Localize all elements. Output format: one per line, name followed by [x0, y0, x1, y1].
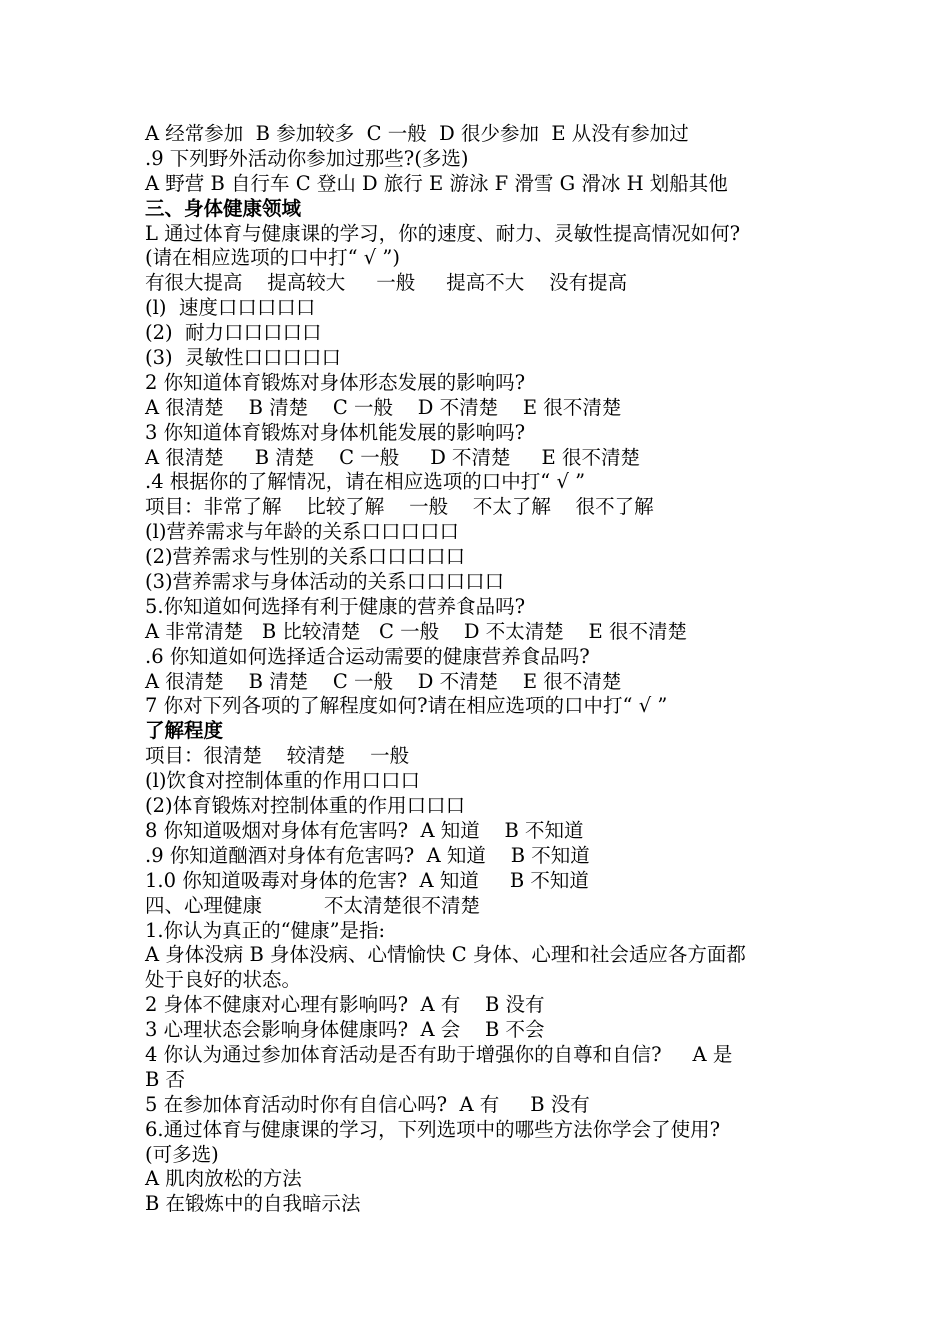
text-line: 7 你对下列各项的了解程度如何?请在相应选项的口中打“ √ ” — [145, 694, 668, 718]
text-line: (2)体育锻炼对控制体重的作用口口口 — [145, 794, 466, 818]
text-line: 处于良好的状态。 — [145, 968, 302, 992]
text-line: 3 你知道体育锻炼对身体机能发展的影响吗? — [145, 420, 526, 444]
text-line: A 很清楚 B 清楚 C 一般 D 不清楚 E 很不清楚 — [145, 395, 622, 419]
text-line: (2)营养需求与性别的关系口口口口口 — [145, 545, 466, 569]
text-line: 4 你认为通过参加体育活动是否有助于增强你的自尊和自信? A 是 — [145, 1042, 733, 1066]
text-line: A 经常参加 B 参加较多 C 一般 D 很少参加 E 从没有参加过 — [145, 122, 689, 145]
text-line: 3 心理状态会影响身体健康吗? A 会 B 不会 — [145, 1018, 545, 1042]
text-line: (3) 灵敏性口口口口口 — [145, 346, 342, 370]
text-line: 5 在参加体育活动时你有自信心吗? A 有 B 没有 — [145, 1092, 590, 1116]
text-line: A 野营 B 自行车 C 登山 D 旅行 E 游泳 F 滑雪 G 滑冰 H 划船其他 — [145, 171, 728, 195]
text-line: A 很清楚 B 清楚 C 一般 D 不清楚 E 很不清楚 — [145, 669, 622, 693]
text-line: 1.你认为真正的“健康”是指: — [145, 918, 386, 942]
section-heading: 了解程度 — [145, 719, 224, 743]
text-line: 有很大提高 提高较大 一般 提高不大 没有提高 — [145, 271, 628, 295]
text-line: 2 你知道体育锻炼对身体形态发展的影响吗? — [145, 370, 526, 394]
section-heading: 三、身体健康领域 — [145, 196, 302, 220]
text-line: 项目：非常了解 比较了解 一般 不太了解 很不了解 — [145, 495, 654, 519]
text-line: .9 下列野外活动你参加过那些?(多选) — [145, 146, 469, 170]
text-line: .9 你知道酗酒对身体有危害吗? A 知道 B 不知道 — [145, 843, 590, 867]
text-line: (可多选) — [145, 1142, 219, 1166]
text-line: A 非常清楚 B 比较清楚 C 一般 D 不太清楚 E 很不清楚 — [145, 619, 687, 643]
text-line: L 通过体育与健康课的学习，你的速度、耐力、灵敏性提高情况如何? — [145, 221, 741, 245]
text-line: (l)营养需求与年龄的关系口口口口口 — [145, 520, 459, 544]
text-line: 5.你知道如何选择有利于健康的营养食品吗? — [145, 594, 526, 618]
text-line: A 很清楚 B 清楚 C 一般 D 不清楚 E 很不清楚 — [145, 445, 640, 469]
text-line: .6 你知道如何选择适合运动需要的健康营养食品吗? — [145, 644, 590, 668]
text-line: .4 根据你的了解情况，请在相应选项的口中打“ √ ” — [145, 470, 586, 494]
document-page — [145, 122, 815, 1217]
text-line: B 在锻炼中的自我暗示法 — [145, 1192, 361, 1216]
text-line: 四、心理健康 不太清楚很不清楚 — [145, 893, 480, 917]
text-line: (l)饮食对控制体重的作用口口口 — [145, 769, 420, 793]
text-line: 6.通过体育与健康课的学习，下列选项中的哪些方法你学会了使用? — [145, 1117, 721, 1141]
text-line: A 身体没病 B 身体没病、心情愉快 C 身体、心理和社会适应各方面都 — [145, 943, 746, 967]
text-line: (请在相应选项的口中打“ √ ”) — [145, 246, 400, 270]
text-line: A 肌肉放松的方法 — [145, 1167, 302, 1191]
text-line: (3)营养需求与身体活动的关系口口口口口 — [145, 570, 505, 594]
text-line: 1.0 你知道吸毒对身体的危害? A 知道 B 不知道 — [145, 868, 589, 892]
text-line: (2) 耐力口口口口口 — [145, 321, 322, 345]
text-line: 2 身体不健康对心理有影响吗? A 有 B 没有 — [145, 993, 545, 1017]
text-line: 8 你知道吸烟对身体有危害吗? A 知道 B 不知道 — [145, 818, 584, 842]
text-line: 项目：很清楚 较清楚 一般 — [145, 744, 410, 768]
text-line: B 否 — [145, 1067, 186, 1091]
text-line: (l) 速度口口口口口 — [145, 296, 316, 320]
